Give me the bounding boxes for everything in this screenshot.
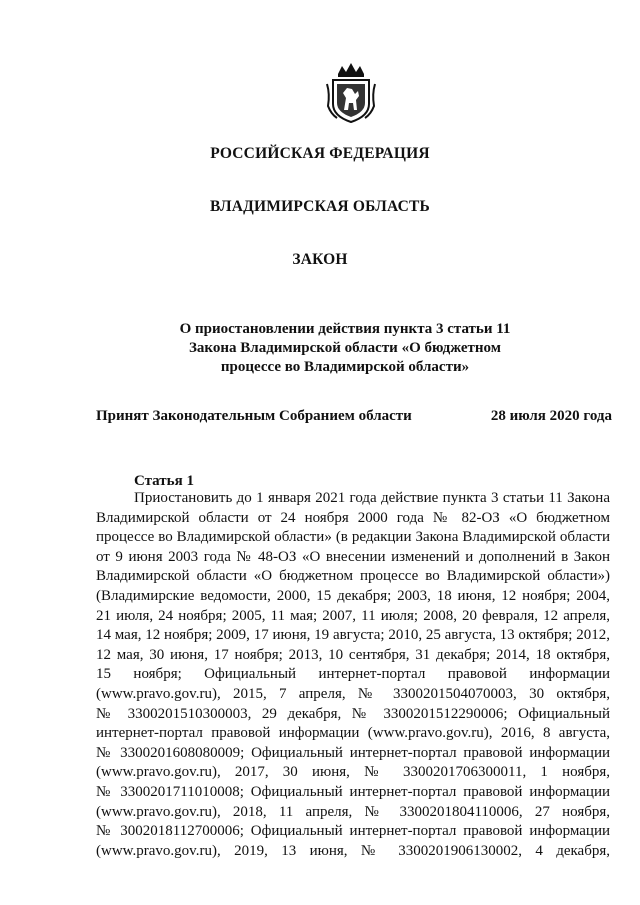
law-title-line: О приостановлении действия пункта 3 статьи 11 <box>179 321 511 337</box>
article-line: (www.pravo.gov.ru), 2019, 13 июня, № 3300201906130002, 4 декабря, <box>96 842 610 859</box>
article-heading: Статья 1 <box>134 473 194 489</box>
article-line: (www.pravo.gov.ru), 2015, 7 апреля, № 3300201504070003, 30 октября, <box>96 685 610 702</box>
adopted-by: Принят Законодательным Собранием области <box>96 408 412 424</box>
article-line: 12 мая, 30 июня, 17 ноября; 2013, 10 сентября, 31 декабря; 2014, 18 октября, <box>96 646 610 663</box>
article-line: Владимирской области «О бюджетном процессе во Владимирской области») <box>96 568 610 585</box>
article-line: процессе во Владимирской области» (в редакции Закона Владимирской области <box>96 529 610 546</box>
article-line: Приостановить до 1 января 2021 года действие пункта 3 статьи 11 Закона <box>134 490 610 506</box>
article-line: Владимирской области от 24 ноября 2000 года № 82-ОЗ «О бюджетном <box>96 509 610 526</box>
article-line: (Владимирские ведомости, 2000, 15 декабря; 2003, 18 июня, 12 ноября; 2004, <box>96 587 610 604</box>
article-line: № 3300201510300003, 29 декабря, № 3300201512290006; Официальный <box>96 705 610 722</box>
law-title-line: Закона Владимирской области «О бюджетном <box>189 340 501 356</box>
law-title <box>170 320 520 377</box>
article-line: № 3300201608080009; Официальный интернет-портал правовой информации <box>96 744 610 761</box>
article-line: интернет-портал правовой информации (www.pravo.gov.ru), 2016, 8 августа, <box>96 725 610 742</box>
country-heading: РОССИЙСКАЯ ФЕДЕРАЦИЯ <box>210 145 430 162</box>
article-line: № 3300201711010008; Официальный интернет-портал правовой информации <box>96 783 610 800</box>
article-line: 14 мая, 12 ноября; 2009, 17 июня, 19 августа; 2010, 25 августа, 13 октября; 2012, <box>96 627 610 644</box>
article-line: от 9 июня 2003 года № 48-ОЗ «О внесении изменений и дополнений в Закон <box>96 548 610 565</box>
article-line: 15 ноября; Официальный интернет-портал правовой информации <box>96 666 610 683</box>
article-body <box>96 489 610 861</box>
article-line: (www.pravo.gov.ru), 2018, 11 апреля, № 3300201804110006, 27 ноября, <box>96 803 610 820</box>
document-type-heading: ЗАКОН <box>292 251 348 268</box>
article-line: (www.pravo.gov.ru), 2017, 30 июня, № 3300201706300011, 1 ноября, <box>96 764 610 781</box>
law-title-line: процессе во Владимирской области» <box>220 359 470 375</box>
region-heading: ВЛАДИМИРСКАЯ ОБЛАСТЬ <box>210 198 430 215</box>
vladimir-coat-of-arms-icon <box>324 60 378 124</box>
article-line: № 3002018112700006; Официальный интернет-портал правовой информации <box>96 823 610 840</box>
adoption-date: 28 июля 2020 года <box>490 408 612 424</box>
article-line: 21 июля, 24 ноября; 2005, 11 мая; 2007, 11 июля; 2008, 20 февраля, 12 апреля, <box>96 607 610 624</box>
